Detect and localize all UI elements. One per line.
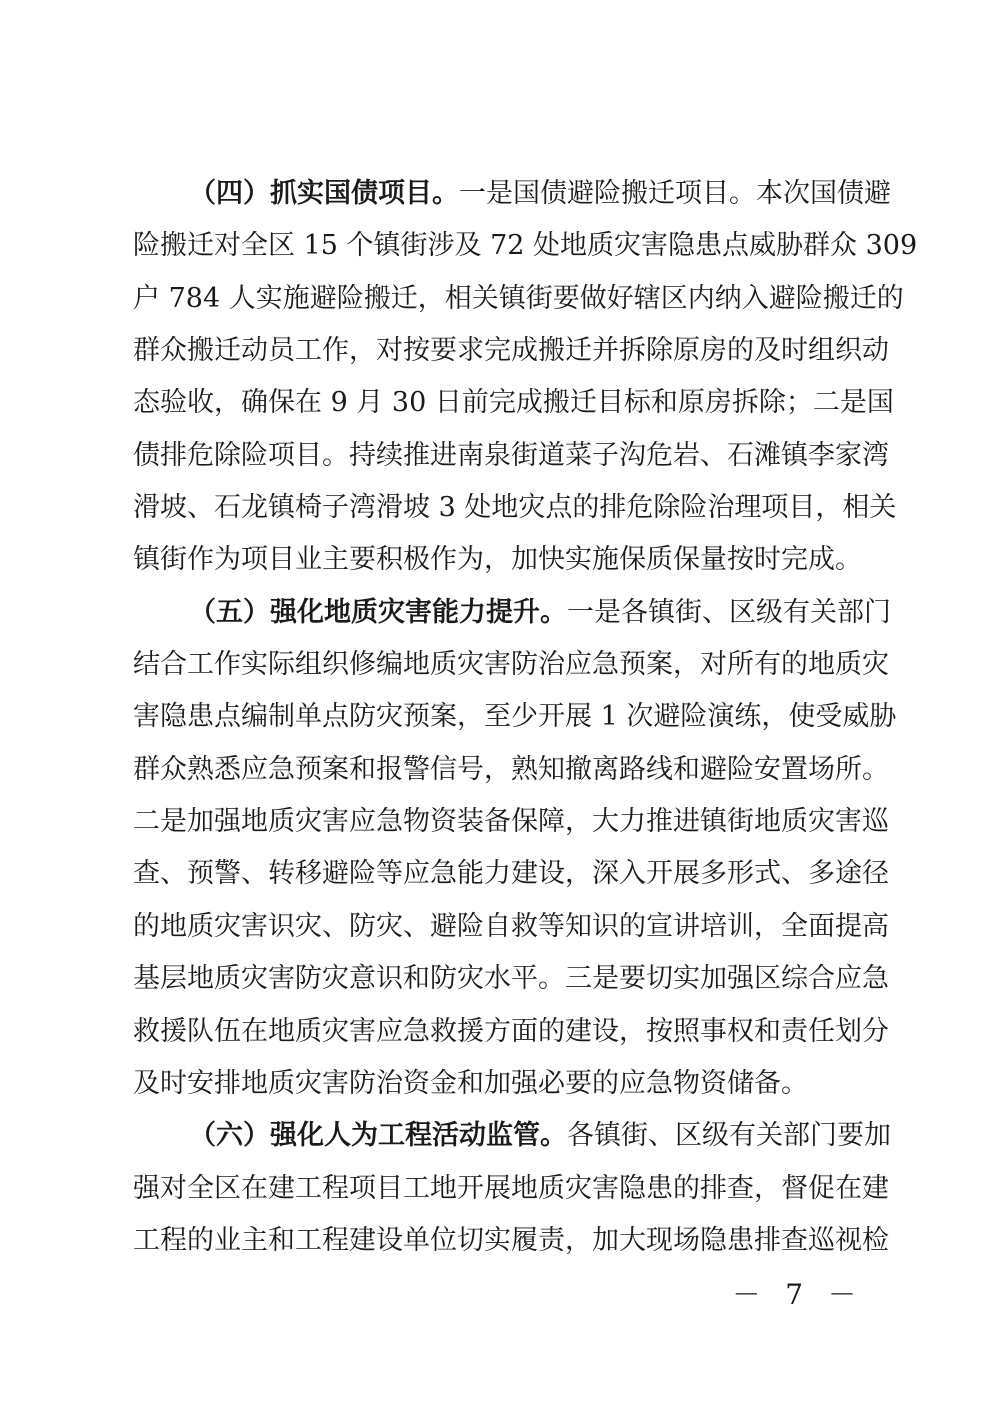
- paragraph-line: 救援队伍在地质灾害应急救援方面的建设，按照事权和责任划分: [133, 1015, 889, 1047]
- paragraph-line: 滑坡、石龙镇椅子湾滑坡 3 处地灾点的排危除险治理项目，相关: [133, 492, 897, 524]
- paragraph-line: [133, 168, 891, 220]
- paragraph-text: 一是国债避险搬迁项目。本次国债避: [459, 178, 891, 209]
- section-heading: （六）强化人为工程活动监管。: [189, 1120, 567, 1152]
- paragraph-line: 强对全区在建工程项目工地开展地质灾害隐患的排查，督促在建: [133, 1172, 889, 1204]
- paragraph-line: 镇街作为项目业主要积极作为，加快实施保质保量按时完成。: [133, 544, 862, 576]
- page-number: － 7 －: [732, 1278, 864, 1311]
- paragraph-line: 群众搬迁动员工作，对按要求完成搬迁并拆除原房的及时组织动: [133, 335, 889, 367]
- paragraph-line: 态验收，确保在 9 月 30 日前完成搬迁目标和原房拆除；二是国: [133, 387, 894, 419]
- paragraph-line: [133, 587, 891, 639]
- paragraph-line: 及时安排地质灾害防治资金和加强必要的应急物资储备。: [133, 1067, 808, 1099]
- paragraph-line: 险搬迁对全区 15 个镇街涉及 72 处地质灾害隐患点威胁群众 309: [133, 230, 918, 262]
- paragraph-line: 基层地质灾害防灾意识和防灾水平。三是要切实加强区综合应急: [133, 963, 889, 995]
- paragraph-text: 一是各镇街、区级有关部门: [567, 596, 891, 628]
- paragraph-line: 害隐患点编制单点防灾预案，至少开展 1 次避险演练，使受威胁: [133, 701, 897, 733]
- paragraph-line: 群众熟悉应急预案和报警信号，熟知撤离路线和避险安置场所。: [133, 753, 889, 785]
- paragraph-line: 债排危除险项目。持续推进南泉街道菜子沟危岩、石滩镇李家湾: [133, 439, 889, 471]
- section-heading: （五）强化地质灾害能力提升。: [189, 596, 567, 628]
- body-text: [133, 168, 918, 1267]
- paragraph-line: 的地质灾害识灾、防灾、避险自救等知识的宣讲培训，全面提高: [133, 910, 889, 942]
- paragraph-line: 查、预警、转移避险等应急能力建设，深入开展多形式、多途径: [133, 858, 889, 890]
- paragraph-text: 各镇街、区级有关部门要加: [567, 1120, 891, 1152]
- paragraph-line: 二是加强地质灾害应急物资装备保障，大力推进镇街地质灾害巡: [133, 806, 889, 838]
- section-heading: （四）抓实国债项目。: [189, 178, 459, 209]
- paragraph-line: 结合工作实际组织修编地质灾害防治应急预案，对所有的地质灾: [133, 649, 889, 681]
- paragraph-line: [133, 1110, 891, 1162]
- paragraph-line: 户 784 人实施避险搬迁，相关镇街要做好辖区内纳入避险搬迁的: [133, 282, 904, 314]
- paragraph-line: 工程的业主和工程建设单位切实履责，加大现场隐患排查巡视检: [133, 1224, 889, 1256]
